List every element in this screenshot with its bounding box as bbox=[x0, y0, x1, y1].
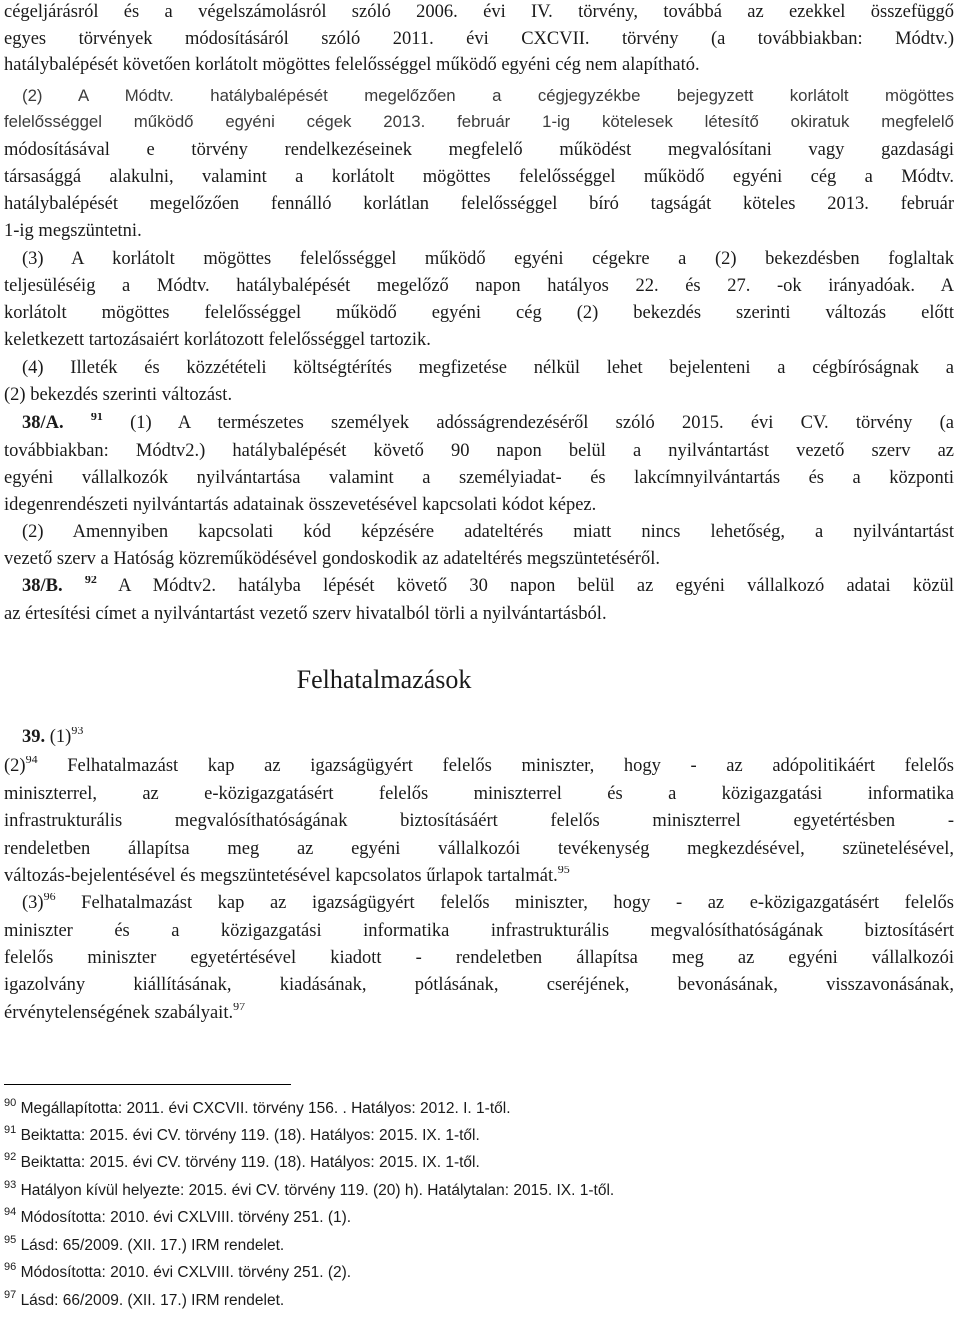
footnote-text: Lásd: 66/2009. (XII. 17.) IRM rendelet. bbox=[20, 1292, 285, 1309]
footnote-ref: 97 bbox=[233, 1003, 246, 1013]
footnote-ref: 96 bbox=[43, 893, 56, 903]
section-number: 38/A. bbox=[22, 413, 64, 433]
body-line bbox=[4, 866, 954, 887]
footnote bbox=[4, 1124, 480, 1145]
paragraph-number: (3) bbox=[22, 893, 44, 913]
body-line: (2) Amennyiben kapcsolati kód képzésére adateltérés miatt nincs lehetőség, a nyilvántartást bbox=[22, 522, 954, 542]
body-line: egyéni vállalkozók nyilvántartása valamint a személyiadat- és lakcímnyilvántartás és a központi bbox=[4, 468, 954, 488]
paragraph-number: (1) bbox=[49, 727, 72, 747]
body-line: miniszterrel, az e-közigazgatásért felelős miniszterrel és a közigazgatási informatika bbox=[4, 784, 954, 804]
paragraph-text: érvénytelenségének szabályait. bbox=[4, 1003, 234, 1023]
footnote-text: Megállapította: 2011. évi CXCVII. törvény 156. . Hatályos: 2012. I. 1-től. bbox=[20, 1100, 511, 1117]
body-line: társasággá alakulni, valamint a korlátolt mögöttes felelősséggel működő egyéni cég a Módtv. bbox=[4, 167, 954, 187]
footnote-text: Beiktatta: 2015. évi CV. törvény 119. (18). Hatályos: 2015. IX. 1-től. bbox=[20, 1154, 480, 1171]
footnote bbox=[4, 1151, 480, 1172]
body-line: továbbiakban: Módtv2.) hatálybalépését követő 90 napon belül a nyilvántartást vezető szerv az bbox=[4, 441, 954, 461]
body-line: cégeljárásról és a végelszámolásról szóló 2006. évi IV. törvény, továbbá az ezekkel összefüggő bbox=[4, 2, 954, 22]
body-line: (2) bekezdés szerinti változást. bbox=[4, 385, 233, 405]
body-line bbox=[4, 893, 954, 914]
footnote-text: Lásd: 65/2009. (XII. 17.) IRM rendelet. bbox=[20, 1237, 285, 1254]
body-line: infrastrukturális megvalósíthatóságának biztosításáért felelős miniszterrel egyetértésben - bbox=[4, 811, 954, 831]
body-line: hatálybalépését megelőzően fennálló korlátlan felelősséggel bíró tagságát köteles 2013. február bbox=[4, 194, 954, 214]
body-line: igazolvány kiállításának, kiadásának, pótlásának, cseréjének, bevonásának, visszavonásának, bbox=[4, 975, 954, 995]
body-line: idegenrendészeti nyilvántartás adatainak összevetésével kapcsolati kódot képez. bbox=[4, 495, 597, 515]
body-line: felelősséggel működő egyéni cégek 2013. február 1-ig kötelesek létesítő okiratuk megfelelő bbox=[4, 112, 954, 131]
body-line: keletkezett tartozásaiért korlátozott felelősséggel tartozik. bbox=[4, 330, 431, 350]
footnote-number: 97 bbox=[4, 1289, 17, 1301]
paragraph-text: Felhatalmazást kap az igazságügyért felelős miniszter, hogy - az e-közigazgatásért felelős bbox=[81, 893, 954, 913]
footnote bbox=[4, 1097, 511, 1118]
footnote-ref: 93 bbox=[71, 727, 84, 737]
footnote-number: 93 bbox=[4, 1179, 17, 1191]
body-line bbox=[4, 1003, 954, 1024]
body-line: (4) Illeték és közzétételi költségtérítés megfizetése nélkül lehet bejelenteni a cégbíróságnak a bbox=[22, 358, 954, 378]
footnote-number: 92 bbox=[4, 1151, 17, 1163]
section-text: (1) A természetes személyek adósságrendezéséről szóló 2015. évi CV. törvény (a bbox=[130, 413, 954, 433]
footnote bbox=[4, 1261, 352, 1282]
footnote-number: 91 bbox=[4, 1124, 17, 1136]
body-line: teljesüléséig a Módtv. hatálybalépését megelőző napon hatályos 22. és 27. -ok irányadóak. A bbox=[4, 276, 954, 296]
section-number: 38/B. bbox=[22, 576, 63, 596]
section-text: A Módtv2. hatályba lépését követő 30 napon belül az egyéni vállalkozó adatai közül bbox=[118, 576, 954, 596]
footnote-text: Beiktatta: 2015. évi CV. törvény 119. (18). Hatályos: 2015. IX. 1-től. bbox=[20, 1127, 480, 1144]
body-line: hatálybalépését követően korlátolt mögöttes felelősséggel működő egyéni cég nem alapítható. bbox=[4, 55, 700, 75]
section-38b-line bbox=[4, 576, 954, 597]
body-line bbox=[4, 756, 954, 777]
footnote bbox=[4, 1234, 285, 1255]
body-line: módosításával e törvény rendelkezéseinek megfelelő működést megvalósítani vagy gazdasági bbox=[4, 140, 954, 160]
section-number: 39. bbox=[22, 727, 46, 747]
section-38a-line bbox=[4, 413, 954, 434]
paragraph-number: (2) bbox=[4, 756, 26, 776]
section-heading: Felhatalmazások bbox=[296, 665, 472, 694]
footnote-separator bbox=[4, 1084, 291, 1085]
footnote-ref: 95 bbox=[557, 866, 570, 876]
footnote-number: 96 bbox=[4, 1261, 17, 1273]
footnote-text: Hatályon kívül helyezte: 2015. évi CV. törvény 119. (20) h). Hatálytalan: 2015. IX. 1-től. bbox=[20, 1182, 615, 1199]
footnote bbox=[4, 1179, 615, 1200]
body-line: vezető szerv a Hatóság közreműködésével gondoskodik az adateltérés megszüntetéséről. bbox=[4, 549, 660, 569]
body-line: rendeletben állapítsa meg az egyéni vállalkozói tevékenység megkezdésével, szünetelésével, bbox=[4, 839, 954, 859]
body-line: 1-ig megszüntetni. bbox=[4, 221, 142, 241]
body-line: (2) A Módtv. hatálybalépését megelőzően a cégjegyzékbe bejegyzett korlátolt mögöttes bbox=[22, 86, 954, 105]
footnote-ref: 91 bbox=[90, 413, 103, 423]
footnote bbox=[4, 1289, 285, 1310]
body-line: felelős miniszter egyetértésével kiadott - rendeletben állapítsa meg az egyéni vállalkozói bbox=[4, 948, 954, 968]
footnote-number: 95 bbox=[4, 1234, 17, 1246]
footnote-text: Módosította: 2010. évi CXLVIII. törvény 251. (2). bbox=[20, 1264, 352, 1281]
footnote-number: 94 bbox=[4, 1206, 17, 1218]
footnote-ref: 94 bbox=[25, 756, 38, 766]
paragraph-text: változás-bejelentésével és megszüntetésével kapcsolatos űrlapok tartalmát. bbox=[4, 866, 558, 886]
paragraph-text: Felhatalmazást kap az igazságügyért felelős miniszter, hogy - az adópolitikáért felelős bbox=[67, 756, 954, 776]
body-line: az értesítési címet a nyilvántartást vezető szerv hivatalból törli a nyilvántartásból. bbox=[4, 604, 607, 624]
section-39-line bbox=[4, 727, 954, 748]
footnote-text: Módosította: 2010. évi CXLVIII. törvény 251. (1). bbox=[20, 1209, 352, 1226]
body-line: egyes törvények módosításáról szóló 2011. évi CXCVII. törvény (a továbbiakban: Módtv.) bbox=[4, 29, 954, 49]
body-line: miniszter és a közigazgatási informatika infrastrukturális megvalósíthatóságának biztosításért bbox=[4, 921, 954, 941]
footnote-number: 90 bbox=[4, 1097, 17, 1109]
footnote bbox=[4, 1206, 352, 1227]
footnote-ref: 92 bbox=[84, 576, 97, 586]
body-line: (3) A korlátolt mögöttes felelősséggel működő egyéni cégekre a (2) bekezdésben foglaltak bbox=[22, 249, 954, 269]
body-line: korlátolt mögöttes felelősséggel működő egyéni cég (2) bekezdés szerinti változás előtt bbox=[4, 303, 954, 323]
